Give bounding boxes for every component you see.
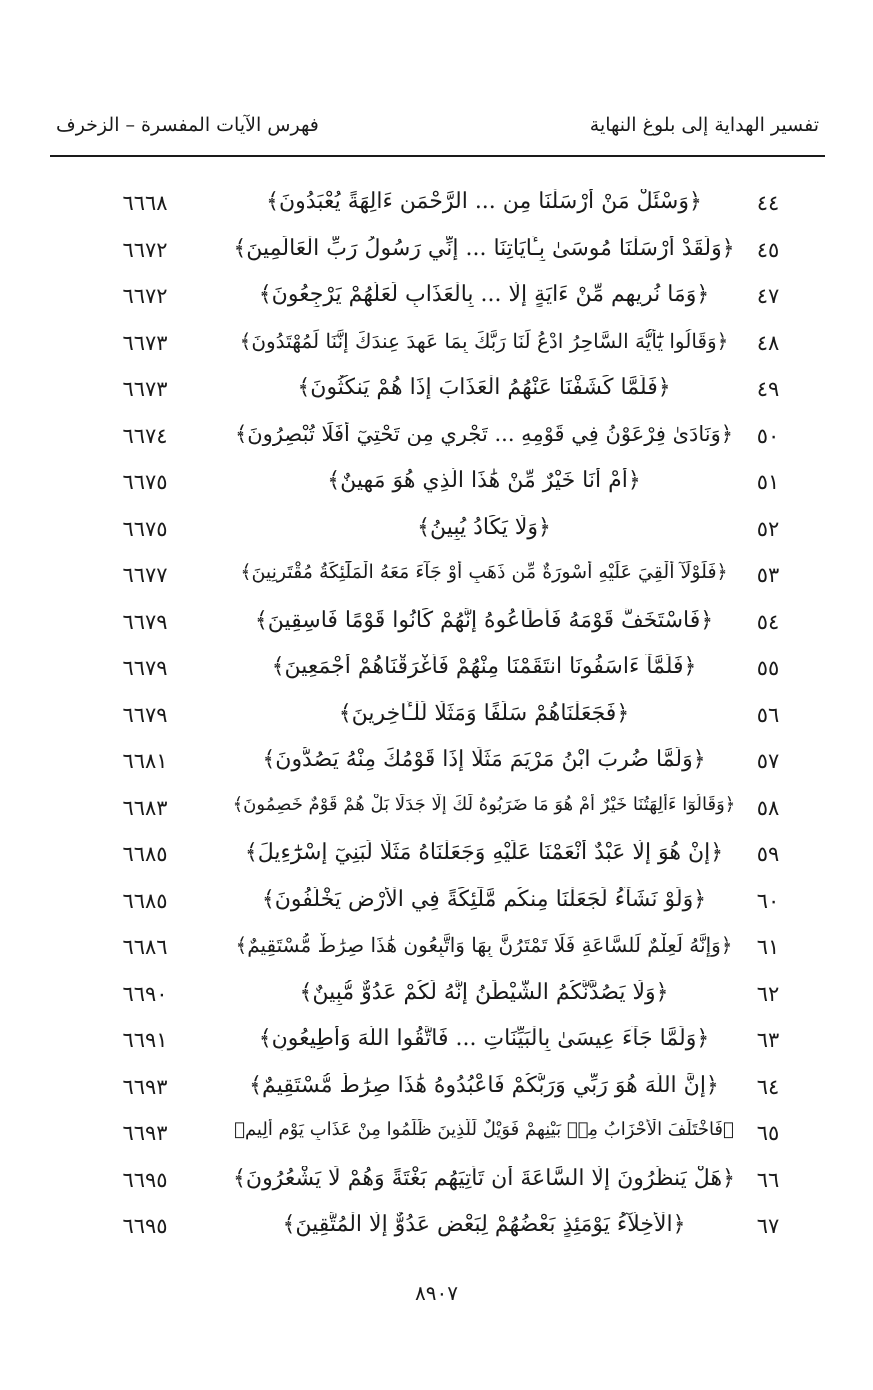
page-reference: ٦٦٧٥ bbox=[122, 516, 168, 541]
verse-text: ﴿إِنْ هُوَ إِلَّا عَبْدٌ أَنْعَمْنَا عَلَيْهِ وَجَعَلْنَاهُ مَثَلًا لِّبَنِيٓ إِسْرَٰٓءِيلَ﴾ bbox=[244, 840, 724, 865]
index-row bbox=[0, 788, 873, 835]
page-reference: ٦٦٧٢ bbox=[122, 237, 168, 262]
index-row bbox=[0, 741, 873, 788]
index-row bbox=[0, 1067, 873, 1114]
verse-number: ٤٨ bbox=[756, 330, 780, 355]
index-row bbox=[0, 416, 873, 463]
page-reference: ٦٦٩٠ bbox=[122, 981, 168, 1006]
page-reference: ٦٦٨٥ bbox=[122, 842, 168, 866]
page-reference: ٦٦٦٨ bbox=[122, 191, 168, 215]
index-row bbox=[0, 1113, 873, 1160]
page-reference: ٦٦٧٩ bbox=[122, 609, 168, 634]
verse-number: ٥٦ bbox=[756, 702, 780, 727]
verse-number: ٥٣ bbox=[756, 563, 780, 587]
page-reference: ٦٦٩٥ bbox=[122, 1214, 168, 1238]
verse-number: ٦٣ bbox=[756, 1028, 780, 1052]
index-row bbox=[0, 462, 873, 509]
verse-number: ٦٥ bbox=[756, 1121, 780, 1145]
index-row bbox=[0, 602, 873, 649]
index-row bbox=[0, 1206, 873, 1253]
verse-text: ﴿فَلَمَّآ ءَاسَفُونَا انتَقَمْنَا مِنْهُمْ فَأَغْرَقْنَاهُمْ أَجْمَعِينَ﴾ bbox=[271, 654, 697, 679]
verse-text: ﴿وَلَوْ نَشَآءُ لَجَعَلْنَا مِنكُم مَّلَٰٓئِكَةً فِي الْأَرْضِ يَخْلُفُونَ﴾ bbox=[261, 886, 707, 912]
page-reference: ٦٦٧٩ bbox=[122, 702, 168, 727]
header-rule bbox=[50, 155, 825, 157]
verse-number: ٦٢ bbox=[756, 981, 780, 1006]
verse-number: ٥٢ bbox=[756, 516, 780, 541]
index-row bbox=[0, 555, 873, 602]
page-reference: ٦٦٨١ bbox=[122, 749, 168, 773]
page-reference: ٦٦٩١ bbox=[122, 1028, 168, 1052]
index-row bbox=[0, 369, 873, 416]
page-reference: ٦٦٨٥ bbox=[122, 888, 168, 913]
page-reference: ٦٦٧٩ bbox=[122, 656, 168, 680]
verse-number: ٥٤ bbox=[756, 609, 780, 634]
index-row bbox=[0, 230, 873, 277]
index-row bbox=[0, 974, 873, 1021]
verse-number: ٥٧ bbox=[756, 749, 780, 773]
verse-number: ٥٠ bbox=[756, 423, 780, 448]
verse-text: ﴿وَلَقَدْ أَرْسَلْنَا مُوسَىٰ بِـَٔايَاتِنَا ... إِنِّي رَسُولُ رَبِّ الْعَالَمِينَ﴾ bbox=[233, 235, 735, 261]
verse-number: ٦٧ bbox=[756, 1214, 780, 1238]
verse-text: ﴿أَمْ أَنَا خَيْرٌ مِّنْ هَٰذَا الَّذِي هُوَ مَهِينٌ﴾ bbox=[327, 468, 641, 493]
verse-number: ٦١ bbox=[756, 935, 780, 959]
verse-text: ﴿وَمَا نُرِيهِم مِّنْ ءَايَةٍ إِلَّا ... بِالْعَذَابِ لَعَلَّهُمْ يَرْجِعُونَ﴾ bbox=[258, 282, 710, 307]
verse-text: ﴿وَلَا يَكَادُ يُبِينُ﴾ bbox=[417, 514, 551, 540]
verse-text: ﴿وَقَالُوا يَٰٓأَيُّهَ السَّاحِرُ ادْعُ لَنَا رَبَّكَ بِمَا عَهِدَ عِندَكَ إِنَّنَا لَمُهْتَدُونَ﴾ bbox=[239, 328, 729, 353]
verse-text: ﴿هَلْ يَنظُرُونَ إِلَّا السَّاعَةَ أَن تَأْتِيَهُم بَغْتَةً وَهُمْ لَا يَشْعُرُونَ﴾ bbox=[233, 1165, 735, 1191]
verse-number: ٥٨ bbox=[756, 795, 780, 820]
index-row bbox=[0, 834, 873, 881]
verse-number: ٦٠ bbox=[756, 888, 780, 913]
page-reference: ٦٦٩٣ bbox=[122, 1074, 168, 1099]
index-row bbox=[0, 695, 873, 742]
verse-number: ٦٤ bbox=[756, 1074, 780, 1099]
verse-text: ﴿فَاسْتَخَفَّ قَوْمَهُ فَأَطَاعُوهُ إِنَّهُمْ كَانُوا قَوْمًا فَاسِقِينَ﴾ bbox=[254, 607, 714, 633]
page-reference: ٦٦٧٣ bbox=[122, 377, 168, 401]
verse-text: ﴿وَسْئَلْ مَنْ أَرْسَلْنَا مِن ... الرَّحْمَنِ ءَالِهَةً يُعْبَدُونَ﴾ bbox=[266, 189, 702, 214]
page-reference: ٦٦٧٥ bbox=[122, 470, 168, 494]
verse-number: ٥٩ bbox=[756, 842, 780, 866]
page-reference: ٦٦٩٣ bbox=[122, 1121, 168, 1145]
verse-text: ﴿وَقَالُوٓا ءَأَٰلِهَتُنَا خَيْرٌ أَمْ هُوَ مَا ضَرَبُوهُ لَكَ إِلَّا جَدَلًا بَلْ هُمْ قَوْمٌ خَصِمُونَ﴾ bbox=[232, 793, 736, 815]
verse-text: ﴿وَنَادَىٰ فِرْعَوْنُ فِي قَوْمِهِ ... تَجْرِي مِن تَحْتِيٓ أَفَلَا تُبْصِرُونَ﴾ bbox=[234, 421, 734, 446]
page-reference: ٦٦٨٦ bbox=[122, 935, 168, 959]
verse-number: ٥١ bbox=[756, 470, 780, 494]
index-row bbox=[0, 927, 873, 974]
index-row bbox=[0, 183, 873, 230]
verse-number: ٤٤ bbox=[756, 191, 780, 215]
section-title: فهرس الآيات المفسرة – الزخرف bbox=[56, 114, 319, 136]
verse-index-table bbox=[0, 183, 873, 1253]
verse-number: ٥٥ bbox=[756, 656, 780, 680]
verse-text: ﴿وَلَمَّا ضُرِبَ ابْنُ مَرْيَمَ مَثَلًا إِذَا قَوْمُكَ مِنْهُ يَصُدُّونَ﴾ bbox=[262, 747, 706, 772]
verse-text: ﴿فَجَعَلْنَاهُمْ سَلَفًا وَمَثَلًا لِّلْـَٔاخِرِينَ﴾ bbox=[338, 700, 630, 726]
page-reference: ٦٦٨٣ bbox=[122, 795, 168, 820]
index-row bbox=[0, 648, 873, 695]
page-reference: ٦٦٩٥ bbox=[122, 1167, 168, 1192]
verse-number: ٦٦ bbox=[756, 1167, 780, 1192]
page-reference: ٦٦٧٣ bbox=[122, 330, 168, 355]
verse-text: ﴿وَإِنَّهُ لَعِلْمٌ لِّلسَّاعَةِ فَلَا تَمْتَرُنَّ بِهَا وَاتَّبِعُونِ هَٰذَا صِرَٰطٌ مُّسْتَقِيمٌ﴾ bbox=[235, 933, 733, 957]
index-row bbox=[0, 1020, 873, 1067]
page-reference: ٦٦٧٧ bbox=[122, 563, 168, 587]
index-row bbox=[0, 323, 873, 370]
verse-text: ﴿وَلَمَّا جَآءَ عِيسَىٰ بِالْبَيِّنَاتِ ... فَاتَّقُوا اللَّهَ وَأَطِيعُونِ﴾ bbox=[258, 1026, 710, 1051]
page-number: ٨٩٠٧ bbox=[415, 1281, 458, 1305]
verse-text: ﴿فَلَوْلَآ أُلْقِيَ عَلَيْهِ أَسْوِرَةٌ مِّن ذَهَبٍ أَوْ جَآءَ مَعَهُ الْمَلَٰٓئِكَةُ مُقْتَرِنِينَ﴾ bbox=[240, 561, 728, 583]
verse-text: ﴿فَلَمَّا كَشَفْنَا عَنْهُمُ الْعَذَابَ إِذَا هُمْ يَنكُثُونَ﴾ bbox=[297, 375, 671, 400]
index-row bbox=[0, 509, 873, 556]
verse-number: ٤٥ bbox=[756, 237, 780, 262]
verse-number: ٤٩ bbox=[756, 377, 780, 401]
running-header bbox=[56, 114, 819, 144]
index-row bbox=[0, 881, 873, 928]
verse-number: ٤٧ bbox=[756, 284, 780, 308]
verse-text: ﴿إِنَّ اللَّهَ هُوَ رَبِّي وَرَبُّكُمْ فَاعْبُدُوهُ هَٰذَا صِرَٰطٌ مُّسْتَقِيمٌ﴾ bbox=[249, 1072, 719, 1098]
book-title: تفسير الهداية إلى بلوغ النهاية bbox=[589, 114, 819, 136]
index-row bbox=[0, 276, 873, 323]
page-reference: ٦٦٧٢ bbox=[122, 284, 168, 308]
page-reference: ٦٦٧٤ bbox=[122, 423, 168, 448]
index-row bbox=[0, 1160, 873, 1207]
verse-text: ﴿وَلَا يَصُدَّنَّكُمُ الشَّيْطَٰنُ إِنَّهُ لَكُمْ عَدُوٌّ مُّبِينٌ﴾ bbox=[299, 979, 669, 1005]
verse-text: ﴿الْأَخِلَّآءُ يَوْمَئِذٍ بَعْضُهُمْ لِبَعْضٍ عَدُوٌّ إِلَّا الْمُتَّقِينَ﴾ bbox=[282, 1212, 686, 1237]
verse-text: ﴿فَاخْتَلَفَ الْأَحْزَابُ مِنۢ بَيْنِهِمْ فَوَيْلٌ لِّلَّذِينَ ظَلَمُوا مِنْ عَذَابِ يَوْمٍ أَلِيمٍ﴾ bbox=[234, 1119, 734, 1140]
